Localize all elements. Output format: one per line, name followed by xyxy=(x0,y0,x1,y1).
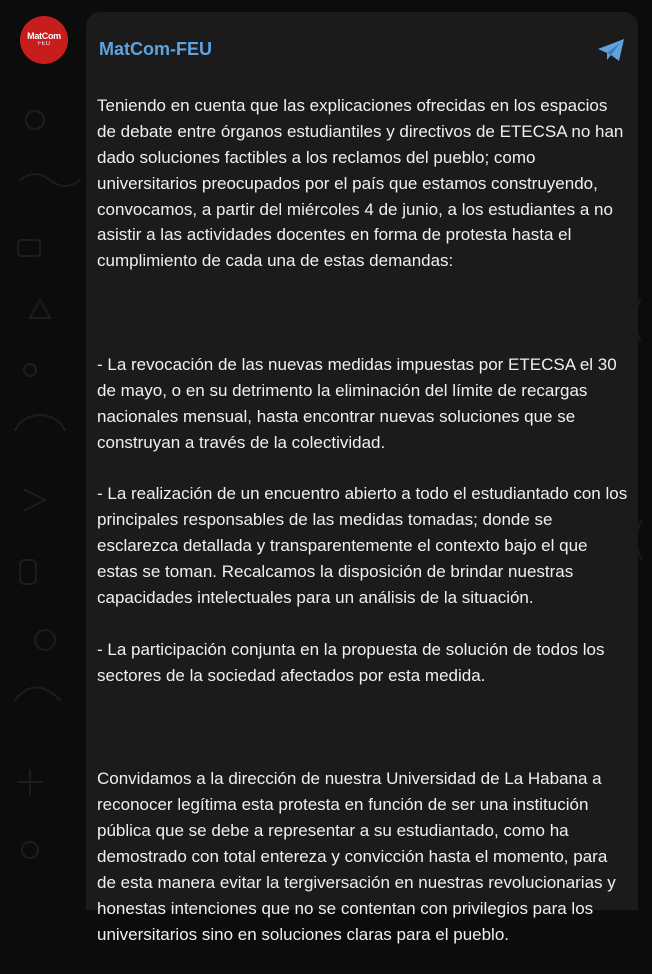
demand-1: - La revocación de las nuevas medidas impuestas por ETECSA el 30 de mayo, o en su detrimento la eliminación del límite de recargas nacionales mensual, hasta encontrar nuevas soluciones que se construyan a través de la colectividad. xyxy=(97,354,617,452)
share-icon[interactable] xyxy=(596,37,626,63)
channel-avatar[interactable] xyxy=(20,16,68,64)
demand-2: - La realización de un encuentro abierto a todo el estudiantado con los principales responsables de las medidas tomadas; donde se esclarezca detallada y transparentemente el contexto bajo el que estas se toman. Recalcamos la disposición de brindar nuestras capacidades intelectuales para un análisis de la situación. xyxy=(97,484,628,608)
sender-name[interactable]: MatCom-FEU xyxy=(99,39,212,59)
paragraph-gap xyxy=(97,300,629,326)
demand-3: - La participación conjunta en la propuesta de solución de todos los sectores de la sociedad afectados por esta medida. xyxy=(97,639,605,685)
message-text xyxy=(97,67,629,974)
avatar-logo-subtext: FEU xyxy=(38,41,50,47)
message-closing: Convidamos a la dirección de nuestra Universidad de La Habana a reconocer legítima esta protesta en función de ser una institución pública que se debe a representar a su estudiantado, como ha demostrado con total entereza y convicción hasta el momento, para de esta manera evitar la tergiversación en nuestras revolucionarias y honestas intenciones que no se contentan con privilegios para los universitarios sino en soluciones claras para el pueblo. xyxy=(97,769,616,944)
avatar-logo-text: MatCom xyxy=(27,31,61,41)
message-intro: Teniendo en cuenta que las explicaciones ofrecidas en los espacios de debate entre órganos estudiantiles y directivos de ETECSA no han dado soluciones factibles a los reclamos del pueblo; como universitarios preocupados por el país que estamos construyendo, convocamos, a partir del miércoles 4 de junio, a los estudiantes a no asistir a las actividades docentes en forma de protesta hasta el cumplimiento de cada una de estas demandas: xyxy=(97,95,624,271)
paragraph-gap xyxy=(97,715,629,741)
